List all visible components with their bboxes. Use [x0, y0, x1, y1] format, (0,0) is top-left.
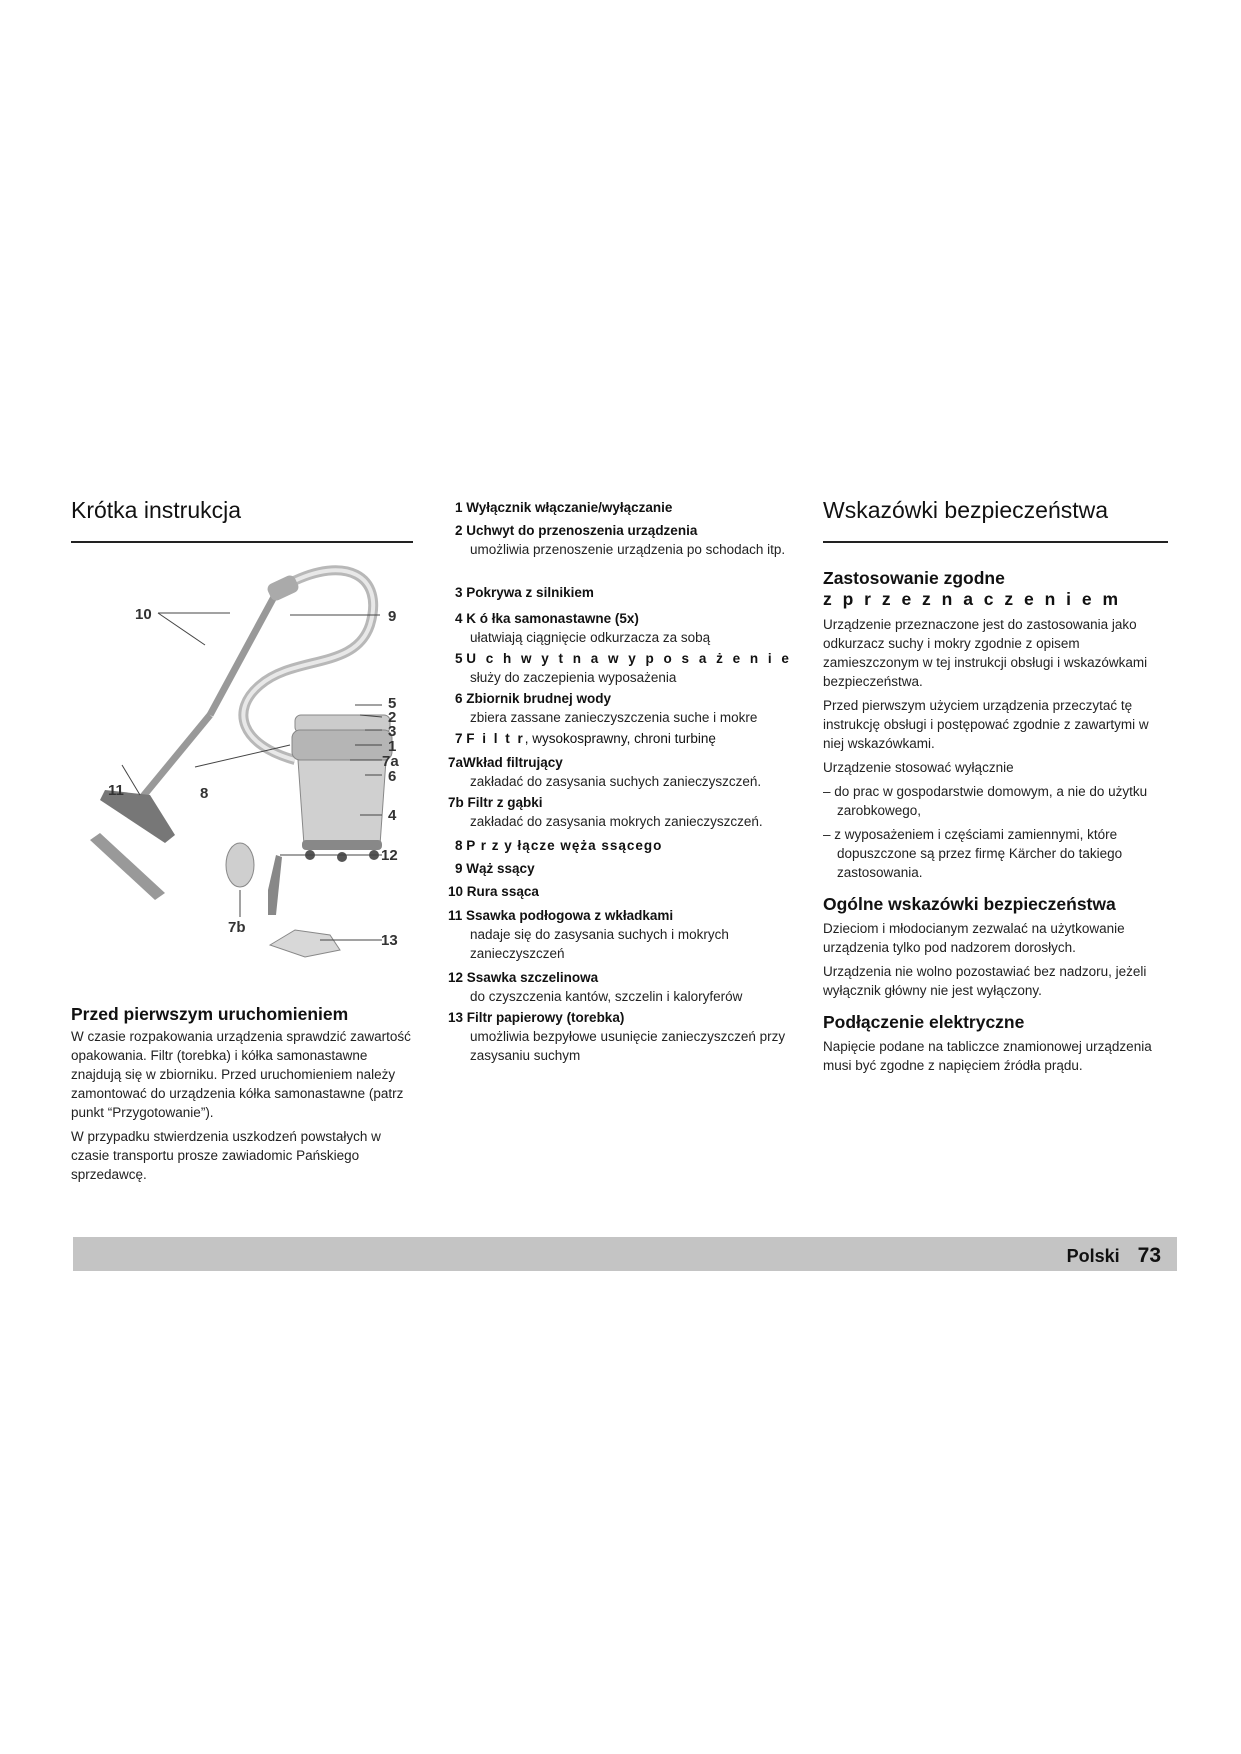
part-8: 8 P r z y łącze węża ssącego — [455, 838, 663, 853]
part-7a: 7aWkład filtrujący zakładać do zasysania suchych zanieczyszczeń. — [448, 755, 762, 789]
callout-5: 5 — [388, 695, 397, 712]
vacuum-diagram — [80, 555, 420, 965]
part-1: 1 Wyłącznik włączanie/wyłączanie — [455, 500, 673, 515]
paragraph-damage: W przypadku stwierdzenia uszkodzeń powstałych w czasie transportu prosze zawiadomic Pańskiego sprzedawcę. — [71, 1129, 381, 1182]
paragraph-intended-use: Urządzenie przeznaczone jest do zastosowania jako odkurzacz suchy i mokry zgodnie z opisem zamieszczonym w tej instrukcji obsługi i wskazówkami bezpieczeństwa. — [823, 617, 1148, 689]
callout-10: 10 — [135, 606, 152, 623]
crevice-nozzle-shape — [268, 855, 282, 915]
right-text — [823, 568, 1168, 1075]
foam-filter-shape — [226, 843, 254, 887]
bullet-accessories: – z wyposażeniem i częściami zamiennymi, które dopuszczone są przez firmę Kärcher do takiego zastosowania. — [823, 827, 1123, 880]
paragraph-supervision: Urządzenia nie wolno pozostawiać bez nadzoru, jeżeli wyłącznik główny nie jest wyłączony. — [823, 964, 1147, 998]
callout-7a: 7a — [382, 753, 399, 770]
callout-9: 9 — [388, 608, 397, 625]
part-7: 7 F i l t r, wysokosprawny, chroni turbinę — [455, 731, 716, 746]
paragraph-use-only: Urządzenie stosować wyłącznie — [823, 760, 1014, 775]
part-11: 11 Ssawka podłogowa z wkładkami nadaje się do zasysania suchych i mokrych zanieczyszczeń — [448, 908, 729, 961]
page-number: 73 — [1137, 1244, 1161, 1267]
right-title: Wskazówki bezpieczeństwa — [823, 497, 1109, 523]
footer-bar — [73, 1237, 1177, 1271]
part-4: 4 K ó łka samonastawne (5x) ułatwiają ciągnięcie odkurzacza za sobą — [455, 611, 711, 645]
section-title-intended-use: Zastosowanie zgodne z p r z e z n a c z e n i e m — [823, 568, 1122, 609]
paragraph-voltage: Napięcie podane na tabliczce znamionowej urządzenia musi być zgodne z napięciem źródła prądu. — [823, 1039, 1152, 1073]
part-9: 9 Wąż ssący — [455, 861, 535, 876]
part-7b: 7b Filtr z gąbki zakładać do zasysania mokrych zanieczyszczeń. — [448, 795, 763, 829]
footer-language: Polski — [1066, 1246, 1120, 1266]
left-text — [71, 1027, 411, 1184]
left-divider — [71, 541, 413, 543]
parts-list — [448, 498, 793, 1065]
footer-text — [1067, 1244, 1161, 1268]
callout-11: 11 — [108, 782, 124, 799]
paragraph-read-manual: Przed pierwszym użyciem urządzenia przeczytać tę instrukcję obsługi i postępować zgodnie z zawartymi w niej wskazówkami. — [823, 698, 1149, 751]
bullet-household: – do prac w gospodarstwie domowym, a nie do użytku zarobkowego, — [823, 784, 1148, 818]
callout-3: 3 — [388, 723, 397, 740]
callout-8: 8 — [200, 785, 209, 802]
callout-4: 4 — [388, 807, 397, 824]
callout-6: 6 — [388, 768, 397, 785]
section-title-first-start: Przed pierwszym uruchomieniem — [71, 1004, 349, 1024]
section-title-electrical: Podłączenie elektryczne — [823, 1012, 1025, 1032]
callout-1: 1 — [388, 738, 397, 755]
part-13: 13 Filtr papierowy (torebka) umożliwia bezpyłowe usunięcie zanieczyszczeń przy zasysaniu suchym — [448, 1010, 786, 1063]
left-title: Krótka instrukcja — [71, 497, 242, 523]
callout-13: 13 — [381, 932, 398, 949]
right-divider — [823, 541, 1168, 543]
paragraph-children: Dzieciom i młodocianym zezwalać na użytkowanie urządzenia tylko pod nadzorem dorosłych. — [823, 921, 1125, 955]
nozzle-insert — [90, 833, 165, 900]
callout-2: 2 — [388, 709, 397, 726]
part-6: 6 Zbiornik brudnej wody zbiera zassane zanieczyszczenia suche i mokre — [455, 691, 758, 725]
part-5: 5 U c h w y t n a w y p o s a ż e n i e służy do zaczepienia wyposażenia — [455, 651, 792, 685]
container-body — [298, 760, 386, 845]
callout-7b: 7b — [228, 919, 246, 936]
paragraph-unpacking: W czasie rozpakowania urządzenia sprawdzić zawartość opakowania. Filtr (torebka) i kółka samonastawne znajdują się w zbiorniku. Przed uruchomieniem należy zamontować do urządzenia kółka samonastawne (patrz punkt “Przygotowanie”). — [71, 1029, 411, 1120]
section-title-general-safety: Ogólne wskazówki bezpieczeństwa — [823, 894, 1116, 914]
callout-12: 12 — [381, 847, 398, 864]
paper-bag-shape — [270, 930, 340, 957]
part-12: 12 Ssawka szczelinowa do czyszczenia kantów, szczelin i kaloryferów — [448, 970, 743, 1004]
part-10: 10 Rura ssąca — [448, 884, 539, 899]
part-2: 2 Uchwyt do przenoszenia urządzenia umożliwia przenoszenie urządzenia po schodach itp. — [455, 523, 786, 557]
part-3: 3 Pokrywa z silnikiem — [455, 585, 594, 600]
